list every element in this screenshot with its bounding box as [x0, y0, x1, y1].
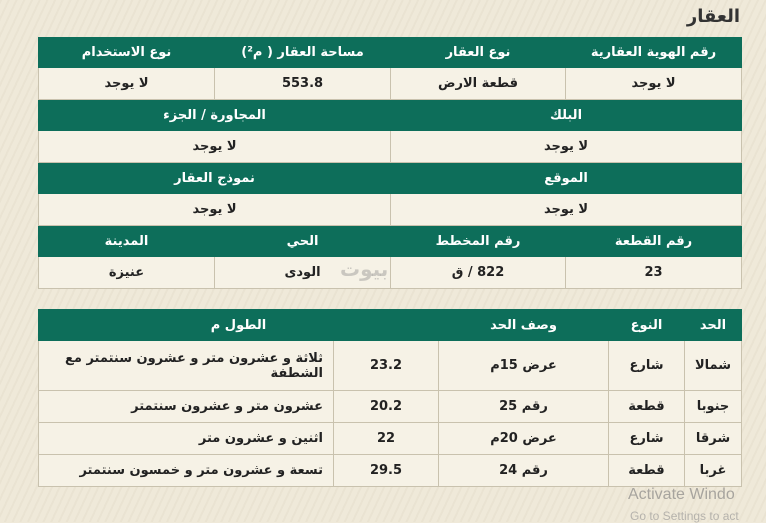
value-property-model: لا يوجد — [39, 194, 391, 226]
header-block: البلك — [391, 100, 742, 131]
header-property-area: مساحة العقار ( م²) — [215, 38, 391, 68]
boundary-description: رقم 25 — [439, 391, 609, 423]
header-location: الموقع — [391, 163, 742, 194]
table-row — [39, 391, 742, 423]
header-usage-type: نوع الاستخدام — [39, 38, 215, 68]
header-city: المدينة — [39, 226, 215, 257]
boundaries-table — [38, 309, 742, 487]
value-plot-number: 23 — [566, 257, 742, 289]
table-row — [39, 423, 742, 455]
boundary-type: شارع — [609, 341, 685, 391]
boundary-length-text: اثنين و عشرون متر — [39, 423, 334, 455]
boundary-length: 23.2 — [334, 341, 439, 391]
activate-windows-subtext: Go to Settings to act — [630, 509, 739, 523]
boundary-description: عرض 15م — [439, 341, 609, 391]
boundary-type: شارع — [609, 423, 685, 455]
header-boundary-description: وصف الحد — [439, 310, 609, 341]
value-location: لا يوجد — [391, 194, 742, 226]
boundary-length: 20.2 — [334, 391, 439, 423]
boundary-length: 29.5 — [334, 455, 439, 487]
header-property-type: نوع العقار — [391, 38, 566, 68]
boundary-side: شرقا — [685, 423, 742, 455]
value-plan-number: 822 / ق — [391, 257, 566, 289]
value-city: عنيزة — [39, 257, 215, 289]
value-property-area: 553.8 — [215, 68, 391, 100]
boundary-type: قطعة — [609, 455, 685, 487]
value-district: الودى — [215, 257, 391, 289]
header-district: الحي — [215, 226, 391, 257]
boundary-length-text: ثلاثة و عشرون متر و عشرون سنتمتر مع الشطفة — [39, 341, 334, 391]
value-property-id: لا يوجد — [566, 68, 742, 100]
value-usage-type: لا يوجد — [39, 68, 215, 100]
header-neighborhood-part: المجاورة / الجزء — [39, 100, 391, 131]
table-row — [39, 341, 742, 391]
boundary-length-text: تسعة و عشرون متر و خمسون سنتمتر — [39, 455, 334, 487]
boundary-side: جنوبا — [685, 391, 742, 423]
header-property-id: رقم الهوية العقارية — [566, 38, 742, 68]
property-info-table — [38, 37, 742, 289]
header-boundary-side: الحد — [685, 310, 742, 341]
boundary-description: عرض 20م — [439, 423, 609, 455]
table-row — [39, 455, 742, 487]
page-title: العقار — [686, 6, 740, 27]
boundary-length-text: عشرون متر و عشرون سنتمتر — [39, 391, 334, 423]
header-plot-number: رقم القطعة — [566, 226, 742, 257]
watermark-logo: بيوت — [340, 257, 389, 281]
header-plan-number: رقم المخطط — [391, 226, 566, 257]
boundary-description: رقم 24 — [439, 455, 609, 487]
header-length: الطول م — [39, 310, 439, 341]
boundary-length: 22 — [334, 423, 439, 455]
boundary-side: شمالا — [685, 341, 742, 391]
value-block: لا يوجد — [391, 131, 742, 163]
header-property-model: نموذج العقار — [39, 163, 391, 194]
value-property-type: قطعة الارض — [391, 68, 566, 100]
value-neighborhood-part: لا يوجد — [39, 131, 391, 163]
boundary-type: قطعة — [609, 391, 685, 423]
activate-windows-notice: Activate Windo — [628, 486, 735, 503]
header-boundary-type: النوع — [609, 310, 685, 341]
boundary-side: غربا — [685, 455, 742, 487]
